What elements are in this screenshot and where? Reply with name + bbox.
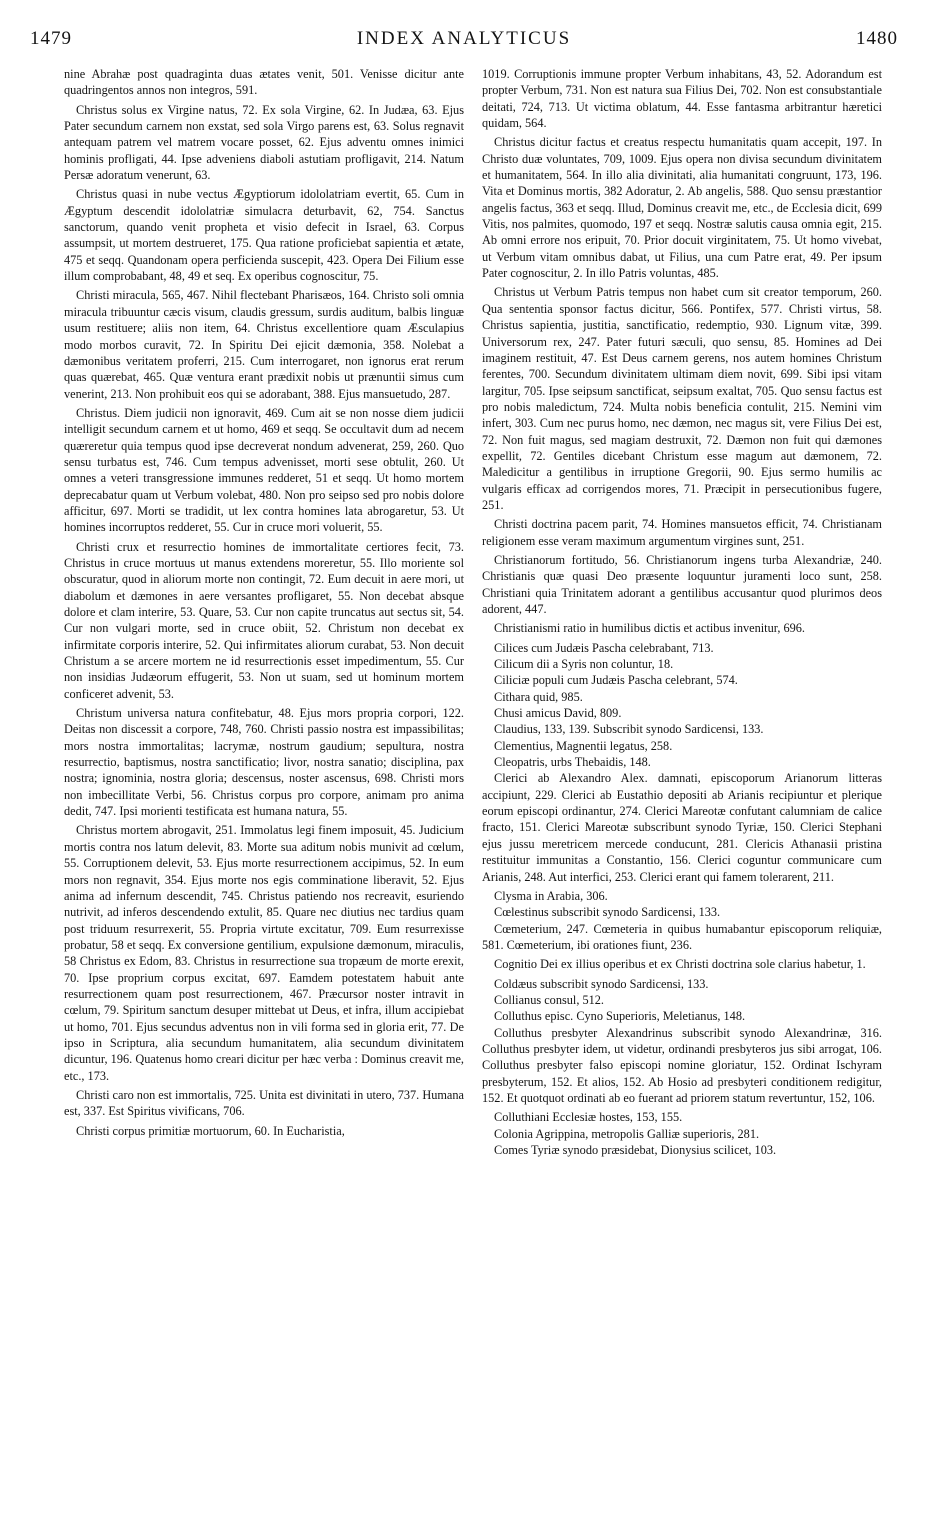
index-entry: Christi miracula, 565, 467. Nihil flectebant Pharisæos, 164. Christo soli omnia miracula tribuuntur cæcis visum, claudis gressum, surdis auditum, balbis linguæ usum restituere; aliis non item, 64. Christus excellentiore quam Æsculapius modo morbos curavit, 72. In Spiritu Dei ejicit dæmonia, 358. Nolebat a dæmonibus veritatem proferri, 215. Cum interrogaret, non ignorus erat rerum quas quærebat, 465. Quæ ventura erant prædixit nobis ut prænuntii simus cum venerint, 213. Non prohibuit eos qui se adorabant, 388. Ejus mansuetudo, 287. [64,288,464,401]
left-column [64,66,464,1528]
right-column [482,66,882,1528]
index-entry: Christus solus ex Virgine natus, 72. Ex sola Virgine, 62. In Judæa, 63. Ejus Pater secundum carnem non exstat, sed sola Virgo parens est, 63. Solus regnavit antequam patrem vel matrem vocare posset, 62. Ejus adventu omnes inimici hominis profligati, 44. Ipse adveniens diaboli astutiam profligavit, 214. Natum Persæ adoratum venerunt, 63. [64,102,464,183]
index-entry: 1019. Corruptionis immune propter Verbum inhabitans, 43, 52. Adorandum est propter Verbum, 731. Non est natura sua Filius Dei, 702. Non est consubstantiale deitati, 724, 713. Ut victima oblatum, 44. Esse fantasma arbitrantur hæretici quidam, 564. [482,67,882,131]
index-entry: Christum universa natura confitebatur, 48. Ejus mors propria corpori, 122. Deitas non discessit a corpore, 748, 760. Christi passio nostra est impassibilitas; mors nostra immortalitas; lacrymæ, nostrum gaudium; sepultura, nostra resurrectio, baptismus, nostra sanctificatio; livor, nostra sanatio; disciplina, pax nostra; ignominia, nostra gloria; descensus, noster ascensus, 698. Christi mors non imbecillitate Verbi, 56. Christus corpus pro corpore, animam pro anima dedit, 747. Ipsi morienti testificata est humana natura, 55. [64,706,464,819]
left-page-number: 1479 [30,28,72,49]
index-entry: Collianus consul, 512. [494,992,604,1007]
index-entry: Christus quasi in nube vectus Ægyptiorum idololatriam evertit, 65. Cum in Ægyptum descendit idololatriæ simulacra deturbavit, 62, 754. Sanctus sanctorum, quando venit propheta et visio defecit in Israel, 63. Corpus assumpsit, ut mortem destrueret, 175. Qua ratione proficiebat sapientia et ætate, 475 et seqq. Quandonam opera perficienda suscepit, 423. Opera Dei Filium esse illum comprobabant, 48, 49 et seq. Ex operibus cognoscitur, 75. [64,187,464,284]
index-entry: Claudius, 133, 139. Subscribit synodo Sardicensi, 133. [494,722,764,737]
index-entry: Clerici ab Alexandro Alex. damnati, episcoporum Arianorum litteras accipiunt, 229. Clerici ab Eustathio depositi ab Arianis recipiuntur et plerique eorum episcopi ordinantur, 274. Clerici Mareotæ confutant calumniam de calice fracto, 151. Clerici Mareotæ subscribunt synodo Tyriæ, 150. Clerici Stephani ejus jussu meretricem mercede conducunt, 281. Clericis Athanasii pristina restituitur immunitas a Constantio, 156. Clerici coguntur communicare cum Arianis, 248. Aut interfici, 253. Clerici erant qui famem tolerarent, 211. [482,771,882,884]
index-entry: Christus ut Verbum Patris tempus non habet cum sit creator temporum, 260. Qua sententia sponsor factus dicitur, 566. Pontifex, 577. Christi virtus, 58. Christus sapientia, justitia, sanctificatio, redemptio, 930. Lignum vitæ, 399. Universorum rex, 247. Pater futuri sæculi, quo sensu, 85. Homines ad Dei imaginem restituit, 47. Est Deus carnem gerens, nos autem homines Christum ferentes, 700. Secundum divinitatem ultimam diem novit, 699. Sibi ipsi vitam largitur, 705. Ipse seipsum sanctificat, seipsum exaltat, 705. Quo sensu factus est pro nobis maledictum, 724. Multa nobis beneficia contulit, 215. Nemini vim infert, 303. Cum nec purus homo, nec dæmon, nec magus sit, vere Filius Dei est, 72. Non fuit magus, sed magiam destruxit, 72. Dæmon non fuit qui dæmones expellit, 72. Gentiles dicebant Christum esse magum aut dæmonem, 72. Maledicitur a gentilibus in irruptione Gregorii, 90. Ejus sermo humilis ac vulgaris efficax ad corrigendos mores, 71. Præcipit in persecutionibus fugere, 251. [482,285,882,512]
right-page-number: 1480 [856,28,898,49]
index-entry: nine Abrahæ post quadraginta duas ætates venit, 501. Venisse dicitur ante quadringentos annos non integros, 591. [64,67,464,98]
index-entry: Cognitio Dei ex illius operibus et ex Christi doctrina sole clarius habetur, 1. [494,957,866,972]
index-entry: Comes Tyriæ synodo præsidebat, Dionysius scilicet, 103. [494,1143,777,1157]
index-entry: Clysma in Arabia, 306. [494,888,608,903]
index-entry: Colluthus episc. Cyno Superioris, Meletianus, 148. [494,1009,746,1024]
index-entry: Christi corpus primitiæ mortuorum, 60. In Eucharistia, [76,1123,345,1138]
index-entry: Christianismi ratio in humilibus dictis et actibus invenitur, 696. [494,621,806,636]
index-entry: Cithara quid, 985. [494,689,583,704]
index-entry: Clementius, Magnentii legatus, 258. [494,738,673,753]
index-entry: Cœmeterium, 247. Cœmeteria in quibus humabantur episcoporum reliquiæ, 581. Cœmeterium, ibi orationes fiunt, 236. [482,921,882,952]
index-entry: Cleopatris, urbs Thebaidis, 148. [494,755,651,770]
index-entry: Cilicum dii a Syris non coluntur, 18. [494,657,674,672]
index-entry: Christianorum fortitudo, 56. Christianorum ingens turba Alexandriæ, 240. Christianis quæ quasi Deo præsente loquuntur juramenti loco sunt, 258. Christiani quia Trinitatem adorant a gentilibus accusantur quod plurimos deos adorent, 447. [482,552,882,616]
index-entry: Coldæus subscribit synodo Sardicensi, 133. [494,976,709,991]
index-entry: Colonia Agrippina, metropolis Galliæ superioris, 281. [494,1126,760,1141]
index-entry: Ciliciæ populi cum Judæis Pascha celebrant, 574. [494,673,738,688]
index-entry: Christi doctrina pacem parit, 74. Homines mansuetos efficit, 74. Christianam religionem esse veram maximum argumentum virgines sunt, 251. [482,517,882,548]
index-entry: Cilices cum Judæis Pascha celebrabant, 713. [494,640,714,655]
page-header [30,28,898,52]
index-entry: Christi caro non est immortalis, 725. Unita est divinitati in utero, 737. Humana est, 337. Est Spiritus vivificans, 706. [64,1087,464,1119]
index-entry: Christi crux et resurrectio homines de immortalitate certiores fecit, 73. Christus in cruce mortuus ut manus extendens moreretur, 55. Illo moriente sol obscuratur, quod in aliorum morte non contingit, 72. Eum decuit in aere mori, ut diabolum et dæmones in aere versantes profligaret, 55. Non decebat absque dolore et clam interire, 53. Quare, 53. Cur non capite truncatus aut sectus sit, 54. Cur non vulgari morte, sed in cruce obiit, 52. Christum non decebat ex infirmitate corporis interire, 52. Qui infirmitates aliorum curabat, 53. Non decuit Christum a se arcere mortem ne id resurrectionis esset impedimentum, 55. Cur non insidias Judæorum effugerit, 53. Non ut suam, sed ut hominum mortem conficeret advenit, 53. [64,539,464,701]
index-entry: Christus mortem abrogavit, 251. Immolatus legi finem imposuit, 45. Judicium mortis contra nos latum delevit, 83. Morte sua aditum nobis munivit ad cœlum, 55. Corruptionem delevit, 53. Ejus morte resurrectionem accipimus, 52. In eum mors non regnavit, 354. Ejus morte nos egis comminatione liberavit, 52. Ejus anima ad infernum descendit, 745. Christus patiendo nos recreavit, esuriendo nutrivit, ad inferos descendendo extulit, 85. Quare nec diutius nec tardius quam post triduum resurrexerit, 55. Propria virtute excitatur, 709. Eum resurrexisse probatur, 58 et seqq. Ex conversione gentilium, expulsione dæmonum, miraculis, 58 Christus ex Edom, 83. Christus in resurrectione sua tropæum de morte erexit, 70. Ipse proprium corpus excitat, 697. Eamdem potestatem habuit ante resurrectionem quam post resurrectionem, 467. Præcursor noster intravit in cœlum, 79. Spiritum sanctum desuper mittebat ut Deus, et infra, illum accipiebat ut homo, 701. Ejus secundus adventus non in vili forma sed in gloria erit, 77. De ipso in Scriptura, alia secundum humanitatem, alia secundum divinitatem dicuntur, 196. Quatenus homo creari dicitur per hæc verba : Dominus creavit me, etc., 173. [64,823,464,1083]
index-entry: Christus. Diem judicii non ignoravit, 469. Cum ait se non nosse diem judicii intelligit secundum carnem et ut homo, 469 et seqq. Se occultavit dum ad necem quæreretur quia tempus quod ipse decreverat nondum advenerat, 259, 260. Quo sensu turbatus est, 746. Cum tempus advenisset, morti sese obtulit, 260. Ut omnes a veteri transgressione immunes redderet, 51 et seqq. Ut homo mortem deprecabatur quam ut Verbum volebat, 480. Non pro seipso sed pro nobis dolore afficitur, 697. Morti se tradidit, ut lex contra homines lata abrogaretur, 53. Ut homines incorruptos redderet, 55. Cur in cruce mori voluerit, 55. [64,405,464,535]
index-entry: Chusi amicus David, 809. [494,706,622,721]
index-entry: Cœlestinus subscribit synodo Sardicensi, 133. [494,905,721,920]
index-entry: Colluthiani Ecclesiæ hostes, 153, 155. [494,1110,683,1125]
index-entry: Christus dicitur factus et creatus respectu humanitatis quam accepit, 197. In Christo duæ voluntates, 709, 1009. Ejus opera non divisa secundum divinitatem et humanitatem, 564. In illo alia divinitati, alia humanitati congruunt, 173, 196. Vita et Dominus mortis, 382 Adoratur, 2. Ab angelis, 588. Quo sensu præstantior angelis factus, 363 et seqq. Illud, Dominus creavit me, etc., de Ecclesia dicit, 699 Vitis, nos palmites, quomodo, 197 et seqq. Nostræ salutis causa omnia egit, 215. Ab omni errore nos eripuit, 70. Prior docuit virginitatem, 75. Ut homo vivebat, ut Verbum vitam omnibus dabat, ut Filius, una cum Patre erat, 49. Per ipsum Pater cognoscitur, 2. In illo Patris voluntas, 485. [482,135,882,281]
running-title: INDEX ANALYTICUS [356,28,572,49]
index-entry: Colluthus presbyter Alexandrinus subscribit synodo Alexandrinæ, 316. Colluthus presbyter idem, ut videtur, ordinandi presbyteros jus sibi arrogat, 106. Colluthus presbyter falso episcopi nomine gloriatur, 152. Ordinat Ischyram presbyterum, 152. Et alios, 152. Ab Hosio ad presbyteri conditionem redigitur, 152. Et quotquot ordinati ab eo fuerant ad priorem statum revertuntur, 152, 106. [482,1025,882,1105]
